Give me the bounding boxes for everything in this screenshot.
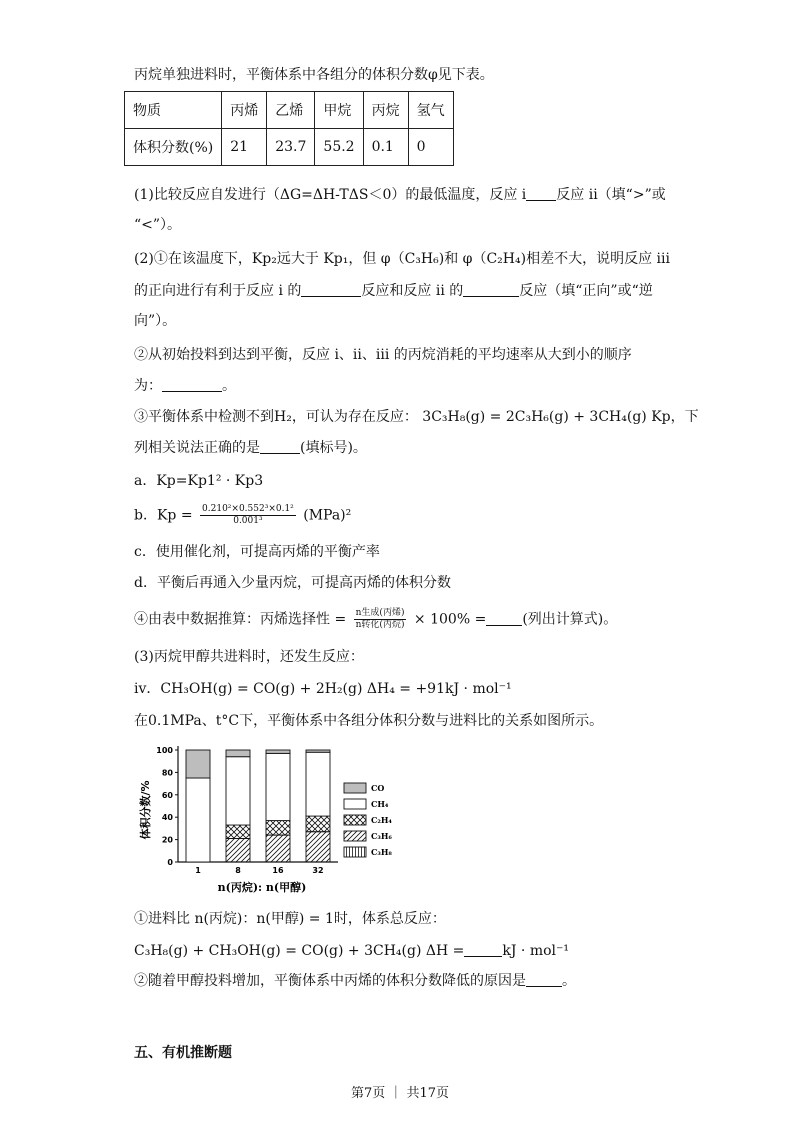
- answer-blank[interactable]: [526, 972, 562, 987]
- option-b-label: b．Kp =: [134, 507, 193, 524]
- bar-segment: [186, 750, 210, 778]
- table-cell: 0: [408, 129, 453, 166]
- y-tick-label: 20: [161, 835, 173, 845]
- legend-swatch: [344, 815, 366, 825]
- bar-segment: [266, 750, 290, 753]
- page-footer: 第7页 ｜ 共17页: [350, 1086, 450, 1101]
- bar-segment: [226, 825, 250, 838]
- q2-2-text: 。: [222, 378, 236, 394]
- y-tick-label: 60: [161, 790, 173, 800]
- answer-blank[interactable]: [301, 282, 361, 297]
- q3-2-line: [134, 972, 576, 990]
- bar-segment: [306, 750, 330, 752]
- q2-3-line1: [134, 408, 699, 426]
- x-tick-label: 32: [312, 866, 324, 875]
- legend-label: C₂H₄: [371, 815, 392, 825]
- q3-reaction: iv．CH₃OH(g) = CO(g) + 2H₂(g) ΔH₄ = +91kJ · mol⁻¹: [134, 681, 512, 697]
- table-cell: 乙烯: [267, 92, 315, 129]
- plot-area: [156, 746, 338, 875]
- bar-segment: [306, 832, 330, 862]
- bar-segment: [226, 750, 250, 757]
- legend-swatch: [344, 847, 366, 857]
- table-cell: 物质: [125, 92, 222, 129]
- q2-1-line3: 向”）。: [134, 313, 177, 329]
- option-d: d．平衡后再通入少量丙烷，可提高丙烯的体积分数: [134, 575, 451, 591]
- fraction: [354, 608, 407, 631]
- q1-line2: “<”）。: [134, 217, 182, 233]
- bar-segment: [226, 838, 250, 862]
- stacked-bar-chart: [132, 736, 422, 896]
- q1-text-b: 反应 ii（填“>”或: [556, 187, 666, 203]
- reaction-equation: 3C₃H₈(g) = 2C₃H₆(g) + 3CH₄(g): [422, 409, 647, 425]
- y-axis-label: 体积分数/%: [139, 780, 152, 840]
- q2-3-text: 列相关说法正确的是: [134, 440, 260, 456]
- answer-blank[interactable]: [162, 377, 222, 392]
- legend-swatch: [344, 783, 366, 793]
- table-cell: 丙烯: [222, 92, 267, 129]
- q2-3-text: ③平衡体系中检测不到H₂，可认为存在反应：: [134, 409, 418, 425]
- q1-text: (1)比较反应自发进行（ΔG=ΔH-TΔS＜0）的最低温度，反应 i: [134, 187, 527, 203]
- fraction-denominator: n转化(丙烷): [355, 620, 405, 630]
- table-cell: 55.2: [315, 129, 363, 166]
- bar-segment: [266, 835, 290, 862]
- q2-1-line2: [134, 282, 653, 300]
- intro-text: 丙烷单独进料时，平衡体系中各组分的体积分数φ见下表。: [134, 67, 494, 83]
- option-c: c．使用催化剂，可提高丙烯的平衡产率: [134, 544, 380, 560]
- q3-line1: (3)丙烷甲醇共进料时，还发生反应：: [134, 649, 364, 665]
- fraction-numerator: 0.210²×0.552³×0.1²: [202, 504, 294, 514]
- q3-2-text: 。: [562, 973, 576, 989]
- q3-1-equation: C₃H₈(g) + CH₃OH(g) = CO(g) + 3CH₄(g) ΔH =: [134, 943, 465, 959]
- y-tick-label: 0: [167, 858, 173, 867]
- answer-blank[interactable]: [463, 282, 519, 297]
- q2-2-line2: [134, 377, 236, 395]
- legend-label: C₃H₆: [371, 831, 392, 841]
- answer-blank[interactable]: [464, 942, 502, 957]
- q2-2-text: 为：: [134, 378, 162, 394]
- bar-segment: [226, 757, 250, 825]
- q2-1-line1: (2)①在该温度下，Kp₂远大于 Kp₁，但 φ（C₃H₆)和 φ（C₂H₄)相差不大，说明反应 iii: [134, 251, 670, 267]
- q2-3-text: Kp，下: [651, 409, 699, 425]
- fraction: [200, 504, 296, 527]
- option-b-unit: (MPa)²: [303, 507, 352, 524]
- q2-1-text: 反应和反应 ii 的: [361, 283, 464, 299]
- fraction-denominator: 0.001³: [233, 516, 263, 526]
- section-heading: 五、有机推断题: [134, 1045, 232, 1061]
- bar-segment: [266, 753, 290, 820]
- legend-label: C₃H₈: [371, 847, 392, 857]
- bar-segment: [306, 816, 330, 832]
- q3-2-text: ②随着甲醇投料增加，平衡体系中丙烯的体积分数降低的原因是: [134, 973, 526, 989]
- legend-label: CH₄: [371, 799, 389, 809]
- x-axis-label: n(丙烷): n(甲醇): [217, 881, 307, 894]
- legend: [344, 783, 392, 857]
- table-cell: 丙烷: [363, 92, 408, 129]
- q2-2-line1: ②从初始投料到达到平衡，反应 i、ii、iii 的丙烷消耗的平均速率从大到小的顺序: [134, 347, 632, 363]
- x-tick-label: 16: [272, 866, 284, 875]
- option-b: [134, 504, 351, 527]
- bar-segment: [306, 752, 330, 816]
- q2-4-line: [134, 608, 617, 631]
- q3-condition: 在0.1MPa、t°C下，平衡体系中各组分体积分数与进料比的关系如图所示。: [134, 713, 604, 729]
- volume-fraction-table: [124, 91, 454, 166]
- table-cell: 体积分数(%): [125, 129, 222, 166]
- q2-4-text: × 100% =: [413, 611, 487, 628]
- bar-segment: [266, 821, 290, 836]
- q2-1-text: 的正向进行有利于反应 i 的: [134, 283, 302, 299]
- legend-swatch: [344, 831, 366, 841]
- y-tick-label: 100: [156, 746, 173, 755]
- q1-line1: [134, 186, 666, 204]
- y-tick-label: 80: [161, 768, 173, 778]
- table-cell: 0.1: [363, 129, 408, 166]
- legend-label: CO: [371, 783, 385, 793]
- q3-1-line1: ①进料比 n(丙烷)：n(甲醇) = 1时，体系总反应：: [134, 911, 446, 927]
- fraction-numerator: n生成(丙烯): [355, 608, 405, 618]
- legend-swatch: [344, 799, 366, 809]
- table-cell: 21: [222, 129, 267, 166]
- answer-blank[interactable]: [486, 611, 522, 626]
- y-tick-label: 40: [161, 813, 173, 823]
- bar-segment: [186, 778, 210, 862]
- q2-1-text: 反应（填“正向”或“逆: [519, 283, 653, 299]
- table-row: [125, 92, 454, 129]
- table-cell: 23.7: [267, 129, 315, 166]
- q3-1-unit: kJ · mol⁻¹: [502, 943, 570, 959]
- q2-4-text: (列出计算式)。: [522, 611, 618, 628]
- table-cell: 氢气: [408, 92, 453, 129]
- q2-3-text: (填标号)。: [300, 440, 367, 456]
- table-cell: 甲烷: [315, 92, 363, 129]
- x-tick-label: 8: [235, 866, 241, 875]
- answer-blank[interactable]: [260, 439, 300, 454]
- answer-blank[interactable]: [526, 186, 556, 201]
- q3-1-line2: [134, 942, 569, 960]
- q2-4-text: ④由表中数据推算：丙烯选择性 =: [134, 611, 347, 628]
- option-a: a．Kp=Kp1² · Kp3: [134, 473, 264, 489]
- x-tick-label: 1: [195, 866, 201, 875]
- q2-3-line2: [134, 439, 367, 457]
- table-row: [125, 129, 454, 166]
